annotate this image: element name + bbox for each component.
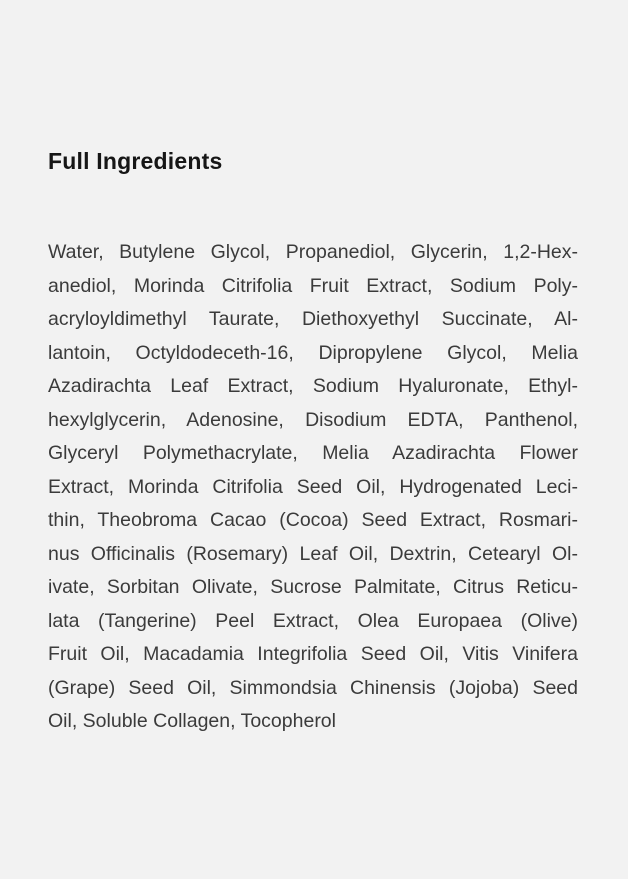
ingredients-text	[48, 236, 578, 739]
ingredients-line: nus Officinalis (Rosemary) Leaf Oil, Dextrin, Cetearyl Ol-	[48, 542, 578, 565]
ingredients-line: Glyceryl Polymethacrylate, Melia Azadirachta Flower	[48, 442, 578, 464]
ingredients-line: Fruit Oil, Macadamia Integrifolia Seed Oil, Vitis Vinifera	[48, 643, 578, 665]
ingredients-line: ivate, Sorbitan Olivate, Sucrose Palmitate, Citrus Reticu-	[48, 576, 578, 598]
ingredients-line: Oil, Soluble Collagen, Tocopherol	[48, 710, 336, 732]
ingredients-line: Extract, Morinda Citrifolia Seed Oil, Hydrogenated Leci-	[48, 475, 578, 498]
page-title: Full Ingredients	[48, 148, 223, 175]
ingredients-line: thin, Theobroma Cacao (Cocoa) Seed Extract, Rosmari-	[48, 509, 578, 531]
ingredients-line: (Grape) Seed Oil, Simmondsia Chinensis (Jojoba) Seed	[48, 676, 578, 699]
ingredients-line: lantoin, Octyldodeceth-16, Dipropylene Glycol, Melia	[48, 341, 578, 364]
ingredients-line: Water, Butylene Glycol, Propanediol, Glycerin, 1,2-Hex-	[48, 241, 578, 263]
ingredients-line: anediol, Morinda Citrifolia Fruit Extract, Sodium Poly-	[48, 274, 578, 297]
ingredients-line: lata (Tangerine) Peel Extract, Olea Europaea (Olive)	[48, 609, 578, 632]
ingredients-line: hexylglycerin, Adenosine, Disodium EDTA, Panthenol,	[48, 408, 578, 431]
ingredients-line: acryloyldimethyl Taurate, Diethoxyethyl Succinate, Al-	[48, 308, 578, 330]
ingredients-line: Azadirachta Leaf Extract, Sodium Hyaluronate, Ethyl-	[48, 375, 578, 397]
